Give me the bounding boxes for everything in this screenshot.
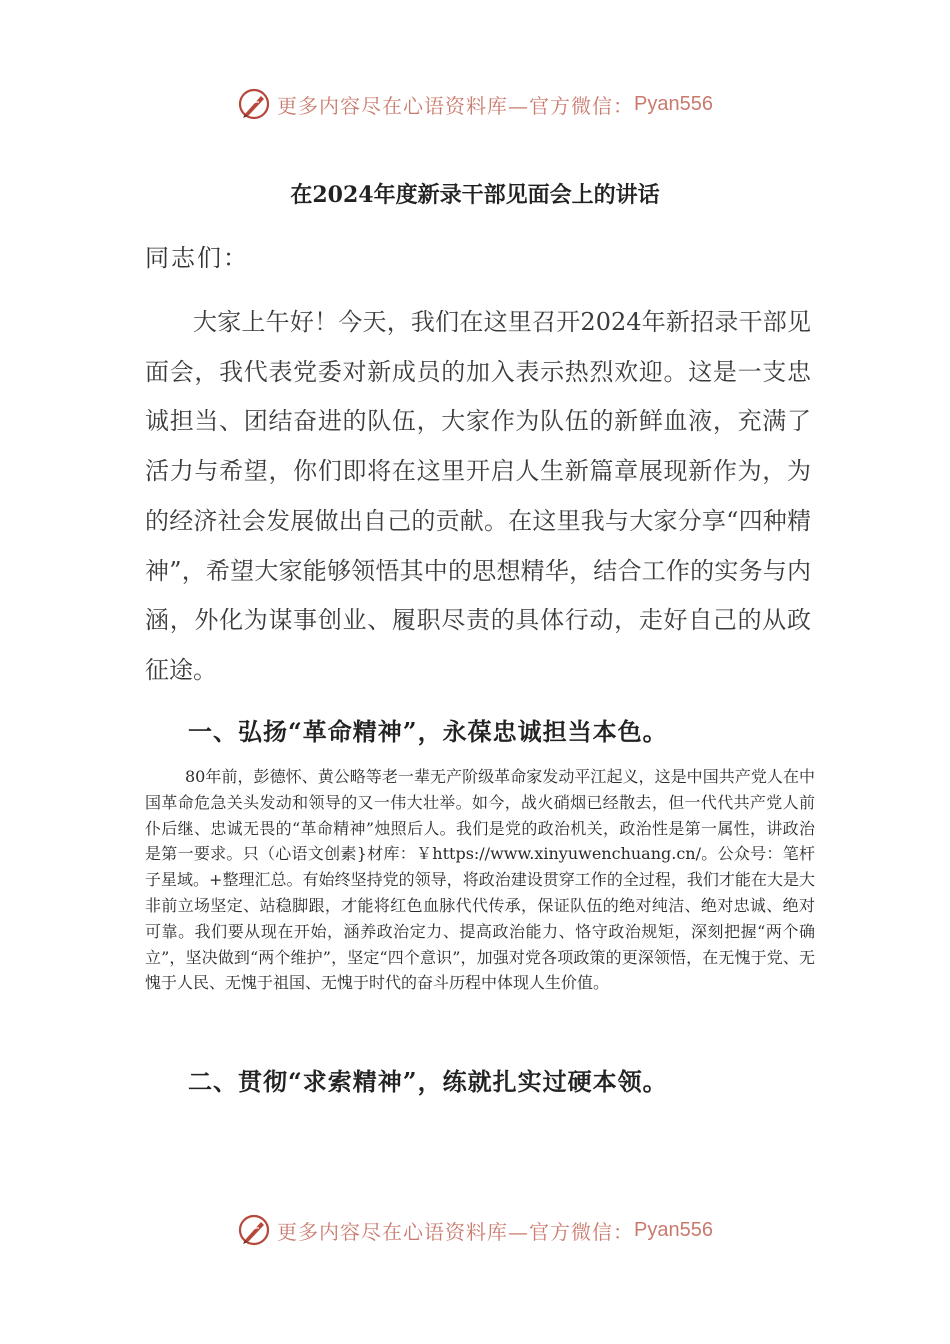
- footer-watermark-banner: [0, 1210, 950, 1250]
- header-watermark-banner: [0, 84, 950, 124]
- section-2-heading: 二、贯彻“求索精神”，练就扎实过硬本领。: [188, 1067, 668, 1096]
- pen-logo-icon: [237, 1213, 271, 1247]
- banner-wechat-id: Pyan556: [634, 92, 713, 115]
- banner-text: 更多内容尽在心语资料库—官方微信：: [277, 93, 635, 118]
- section-1-body: 80年前，彭德怀、黄公略等老一辈无产阶级革命家发动平江起义，这是中国共产党人在中国革命危急关头发动和领导的又一伟大壮举。如今，战火硝烟已经散去，但一代代共产党人前仆后继、忠诚无畏的“革命精神”烛照后人。我们是党的政治机关，政治性是第一属性，讲政治是第一要求。只（心语文创素}材库：￥https://www.xinyuwenchuang.cn/。公众号：笔杆子星域。+整理汇总。有始终坚持党的领导，将政治建设贯穿工作的全过程，我们才能在大是大非前立场坚定、站稳脚跟，才能将红色血脉代代传承，保证队伍的绝对纯洁、绝对忠诚、绝对可靠。我们要从现在开始，涵养政治定力、提高政治能力、恪守政治规矩，深刻把握“两个确立”，坚决做到“两个维护”，坚定“四个意识”，加强对党各项政策的更深领悟，在无愧于党、无愧于人民、无愧于祖国、无愧于时代的奋斗历程中体现人生价值。: [145, 767, 815, 993]
- section-1-heading: 一、弘扬“革命精神”，永葆忠诚担当本色。: [188, 717, 668, 746]
- banner-wechat-id: Pyan556: [634, 1218, 713, 1241]
- document-title: 在2024年度新录干部见面会上的讲话: [290, 182, 660, 208]
- intro-paragraph: 大家上午好！今天，我们在这里召开2024年新招录干部见面会，我代表党委对新成员的加入表示热烈欢迎。这是一支忠诚担当、团结奋进的队伍，大家作为队伍的新鲜血液，充满了活力与希望，你们即将在这里开启人生新篇章展现新作为，为的经济社会发展做出自己的贡献。在这里我与大家分享“四种精神”，希望大家能够领悟其中的思想精华，结合工作的实务与内涵，外化为谋事创业、履职尽责的具体行动，走好自己的从政征途。: [145, 308, 811, 684]
- salutation: 同志们：: [145, 244, 249, 272]
- pen-logo-icon: [237, 87, 271, 121]
- banner-text: 更多内容尽在心语资料库—官方微信：: [277, 1219, 635, 1244]
